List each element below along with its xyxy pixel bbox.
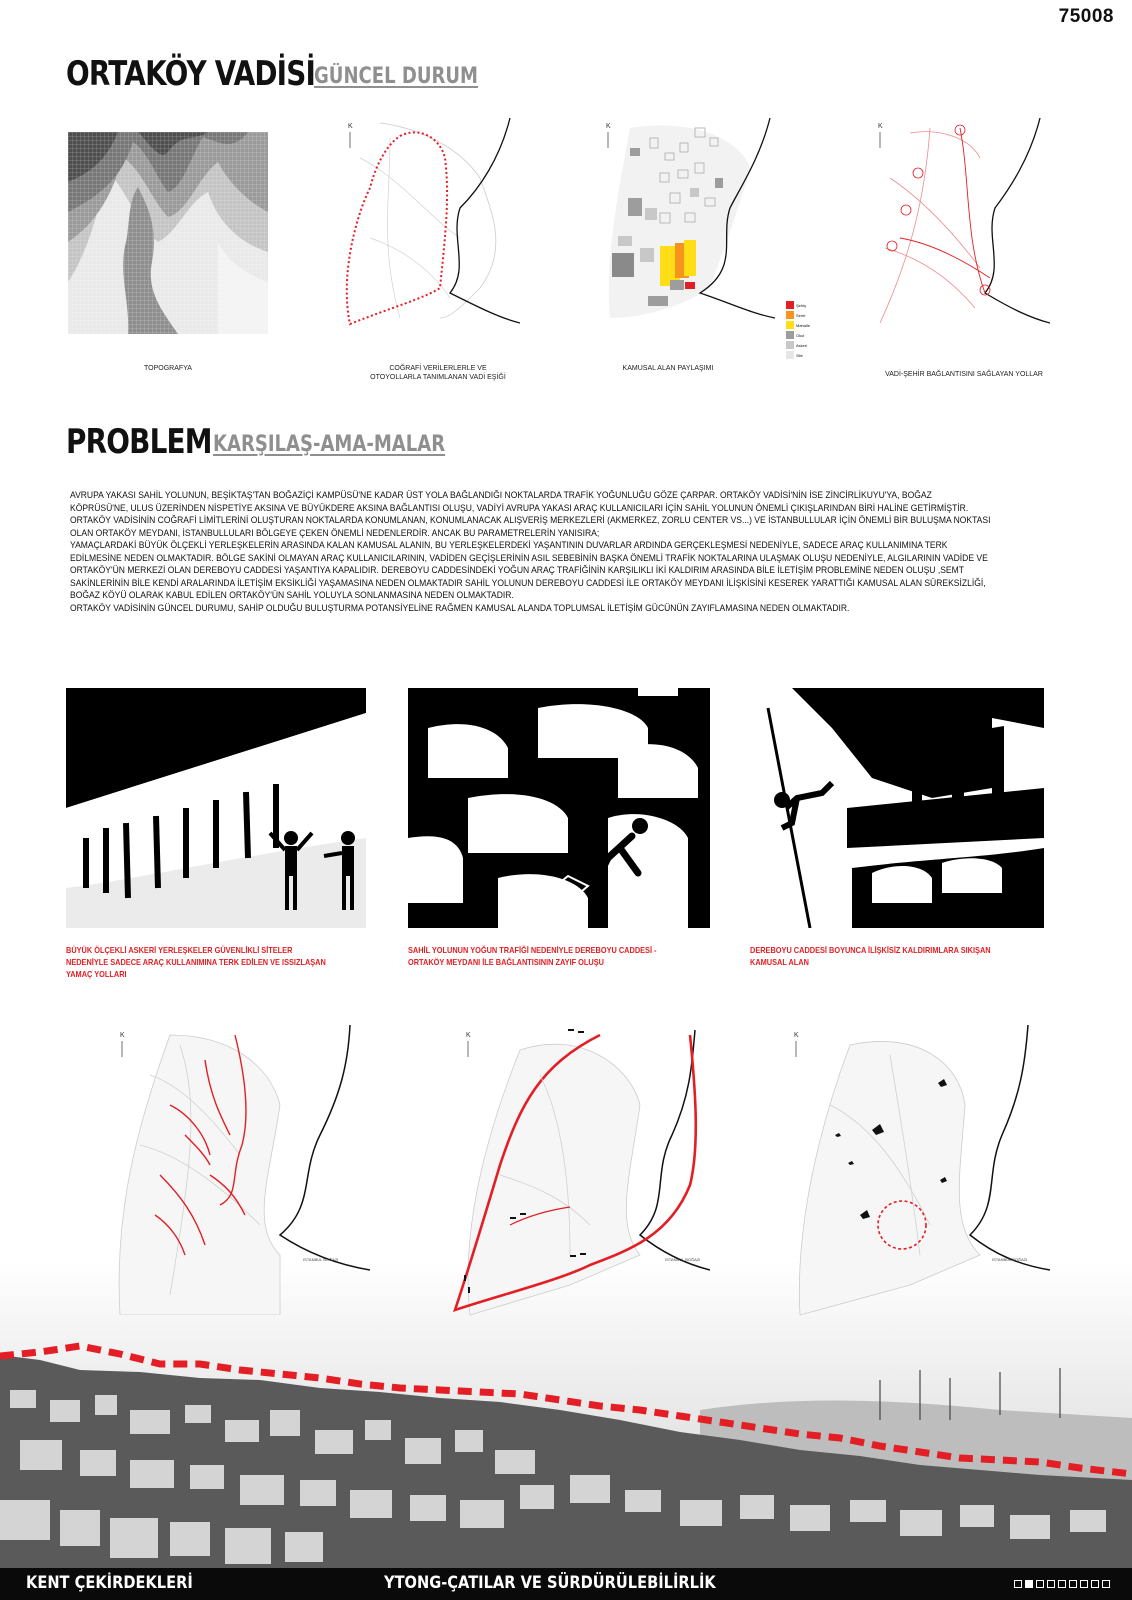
legend-item: Okul xyxy=(786,330,836,340)
problem-paragraph: ORTAKÖY VADİSİNİN GÜNCEL DURUMU, SAHİP OLDUĞU BULUŞTURMA POTANSİYELİNE RAĞMEN KAMUSAL ALANDA TOPLUMSAL İLETİŞİM GÜCÜNÜN ZAYIFLAMASINA NEDEN OLMAKTADIR. xyxy=(70,602,850,613)
legend-item: Site xyxy=(786,350,836,360)
topography-map xyxy=(68,132,268,334)
section-title-ortakoy: ORTAKÖY VADİSİ xyxy=(66,54,316,94)
legend-item: Mahalle xyxy=(786,320,836,330)
page-indicator-square xyxy=(1047,1580,1055,1588)
map-label-bosphorus: İSTANBUL BOĞAZI xyxy=(303,1257,339,1262)
page-indicator-square xyxy=(1102,1580,1110,1588)
problem-caption: DEREBOYU CADDESİ BOYUNCA İLİŞKİSİZ KALDIRIMLARA SIKIŞAN KAMUSAL ALAN xyxy=(750,946,991,967)
problem-caption: BÜYÜK ÖLÇEKLİ ASKERİ YERLEŞKELER GÜVENLİKLİ SİTELER NEDENİYLE SADECE ARAÇ KULLANIMINA TERK EDİLEN VE ISSIZLAŞAN YAMAÇ YOLLARI xyxy=(66,946,326,979)
legend-item: Şehiş xyxy=(786,300,836,310)
problem-paragraph: YAMAÇLARDAKİ BÜYÜK ÖLÇEKLİ YERLEŞKELERİN ARASINDA KALAN KAMUSAL ALANIN, BU YERLEŞKELERDEKİ YAŞANTININ DUVARLAR ARDINDA GERÇEKLEŞMESİ NEDENİYLE, SADECE ARAÇ KULLANIMINA TERK EDİLMESİNE NEDEN OLMAKTADIR. BÖLGE SAKİNİ OLMAYAN ARAÇ KULLANICILARININ, VADİDEN GEÇİŞLERİNİN ASIL SEBEBİNİN BAŞKA ÖNEMLİ TRAFİK NOKTALARINA ULAŞMAK OLUŞU NEDENİYLE, ALGILARININ VADİDE VE ORTAKÖY'ÜN MERKEZİ OLAN DEREBOYU CADDESİ YAŞANTIYA KAPALIDIR. DEREBOYU CADDESİNDEKİ YOĞUN ARAÇ TRAFİĞİNİN KARŞILIKLI İKİ KALDIRIM ARASINDA BİLE İLETİŞİM PROBLEMİNE NEDEN OLUŞU ,SEMT SAKİNLERİNİN BİLE KENDİ ARALARINDA İLETİŞİM EKSİKLİĞİ YAŞAMASINA NEDEN OLMAKTADIR SAHİL YOLUNUN DEREBOYU CADDESİ İLE ORTAKÖY MEYDANI İLİŞKİSİNİ KESEREK YARATTIĞI KAMUSAL ALAN SÜREKSİZLİĞİ, BOĞAZ KÖYÜ OLARAK KABUL EDİLEN ORTAKÖY'ÜN SAHİL YOLUYLA SONLANMASINA NEDEN OLMAKTADIR. xyxy=(70,540,988,601)
map-label-bosphorus: İSTANBUL BOĞAZI xyxy=(992,1257,1028,1262)
section-subtitle-problem: KARŞILAŞ-AMA-MALAR xyxy=(213,432,446,457)
section-subtitle-guncel: GÜNCEL DURUM xyxy=(314,64,479,89)
map-label-bosphorus: İSTANBUL BOĞAZI xyxy=(665,1257,701,1262)
caption-connection-roads: VADİ-ŞEHİR BAĞLANTISINI SAĞLAYAN YOLLAR xyxy=(885,371,1043,378)
problem-body-text xyxy=(70,489,991,614)
page-indicator-square xyxy=(1080,1580,1088,1588)
legend-item: Askeri xyxy=(786,340,836,350)
svg-text:K: K xyxy=(878,123,883,130)
legend-item: Semt xyxy=(786,310,836,320)
valley-threshold-map xyxy=(340,118,520,330)
map-public-space-points xyxy=(780,1025,1050,1320)
page-indicator-square xyxy=(1036,1580,1044,1588)
illustration-empty-slope-road xyxy=(66,688,366,928)
illustration-traffic xyxy=(408,688,710,928)
map-coastal-road xyxy=(440,1025,710,1320)
page-indicator-square xyxy=(1069,1580,1077,1588)
page-indicator-square xyxy=(1014,1580,1022,1588)
page-indicator-square xyxy=(1091,1580,1099,1588)
section-title-problem: PROBLEM xyxy=(66,422,212,462)
city-connection-roads-map xyxy=(870,118,1050,330)
illustration-sidewalk xyxy=(752,688,1044,928)
poster-code: 75008 xyxy=(1058,6,1114,27)
footer-center-title: YTONG-ÇATILAR VE SÜRDÜRÜLEBİLİRLİK xyxy=(384,1573,716,1593)
caption-valley-threshold: COĞRAFİ VERİLERLERLE VE OTOYOLLARLA TANIMLANAN VADİ EŞİĞİ xyxy=(370,365,506,382)
svg-text:K: K xyxy=(120,1032,125,1039)
svg-text:K: K xyxy=(794,1032,799,1039)
public-space-legend xyxy=(786,300,836,362)
page-indicator xyxy=(1014,1580,1110,1588)
problem-caption: SAHİL YOLUNUN YOĞUN TRAFİĞİ NEDENİYLE DEREBOYU CADDESİ - ORTAKÖY MEYDANI İLE BAĞLANTISININ ZAYIF OLUŞU xyxy=(408,946,657,967)
caption-public-space: KAMUSAL ALAN PAYLAŞIMI xyxy=(622,365,714,372)
caption-topography: TOPOGRAFYA xyxy=(144,365,192,372)
page-indicator-square xyxy=(1058,1580,1066,1588)
footer-left-title: KENT ÇEKİRDEKLERİ xyxy=(26,1573,193,1593)
svg-text:K: K xyxy=(606,123,611,130)
map-slope-roads xyxy=(110,1025,370,1315)
svg-text:K: K xyxy=(466,1032,471,1039)
problem-paragraph: AVRUPA YAKASI SAHİL YOLUNUN, BEŞİKTAŞ'TAN BOĞAZİÇİ KAMPÜSÜ'NE KADAR ÜST YOLA BAĞLANDIĞI NOKTALARDA TRAFİK YOĞUNLUĞU GÖZE ÇARPAR. ORTAKÖY VADİSİ'NİN İSE ZİNCİRLİKUYU'YA, BOĞAZ KÖPRÜSÜ'NE, ULUS ÜZERİNDEN NİSPETİYE AKSINA VE BÜYÜKDERE AKSINA BAĞLANTISI OLUŞU, VADİYİ AVRUPA YAKASI ARAÇ KULLANICILARI İÇİN SAHİL YOLUNUN ÖNEMLİ ÇIKIŞLARINDAN BİRİ HALİNE GETİRMİŞTİR. ORTAKÖY VADİSİNİN COĞRAFİ LİMİTLERİNİ OLUŞTURAN NOKTALARDA KONUMLANAN, KONUMLANACAK ALIŞVERİŞ MERKEZLERİ (AKMERKEZ, ZORLU CENTER VS...) VE İSTANBULLULAR İÇİN ÖNEMLİ BİR BULUŞMA NOKTASI OLAN ORTAKÖY MEYDANI, İSTANBULLULARI BÖLGEYE ÇEKEN ÖNEMLİ NEDENLERDİR. ANCAK BU PARAMETRELERİN YANISIRA; xyxy=(70,490,991,538)
page-indicator-square xyxy=(1025,1580,1033,1588)
north-label: K xyxy=(348,123,353,130)
public-space-map xyxy=(600,118,775,328)
